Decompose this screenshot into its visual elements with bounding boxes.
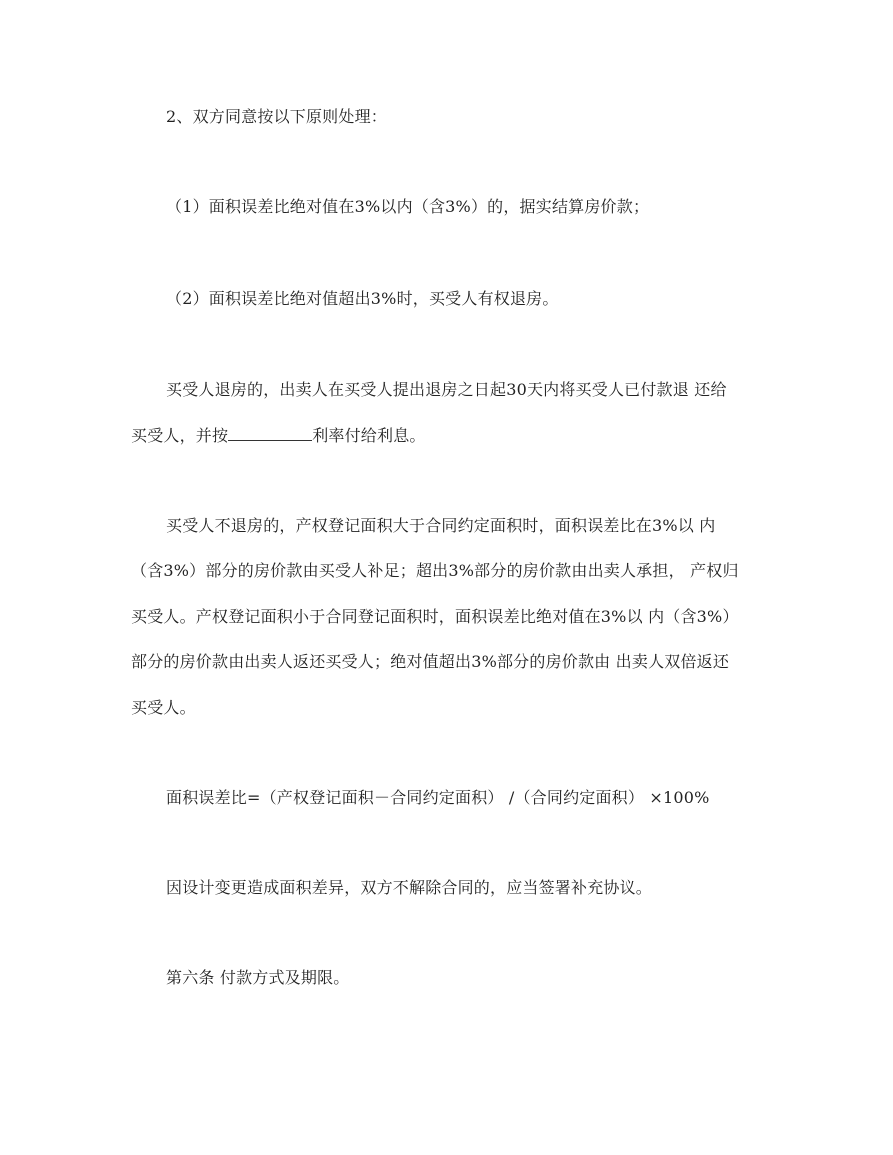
rule-1-text: （1）面积误差比绝对值在3%以内（含3%）的，据实结算房价款； — [166, 197, 650, 216]
no-refund-paragraph-line-2: （含3%）部分的房价款由买受人补足；超出3%部分的房价款由出卖人承担， 产权归 — [131, 561, 739, 580]
area-error-formula: 面积误差比=（产权登记面积－合同约定面积） /（合同约定面积） ×100% — [166, 788, 710, 807]
clause-2-heading: 2、双方同意按以下原则处理： — [166, 107, 387, 126]
rule-2-text: （2）面积误差比绝对值超出3%时，买受人有权退房。 — [166, 289, 559, 308]
refund-paragraph-line-2 — [131, 425, 426, 447]
design-change-paragraph: 因设计变更造成面积差异，双方不解除合同的，应当签署补充协议。 — [166, 878, 653, 897]
refund-paragraph-text-a: 买受人，并按 — [131, 426, 229, 445]
interest-rate-blank — [228, 426, 312, 441]
no-refund-paragraph-line-3: 买受人。产权登记面积小于合同登记面积时，面积误差比绝对值在3%以 内（含3%） — [131, 607, 739, 626]
refund-paragraph-text-b: 利率付给利息。 — [312, 426, 426, 445]
refund-paragraph-line-1: 买受人退房的，出卖人在买受人提出退房之日起30天内将买受人已付款退 还给 — [166, 380, 727, 399]
article-6-heading: 第六条 付款方式及期限。 — [166, 968, 350, 987]
no-refund-paragraph-line-5: 买受人。 — [131, 698, 196, 717]
no-refund-paragraph-line-1: 买受人不退房的，产权登记面积大于合同约定面积时，面积误差比在3%以 内 — [166, 516, 716, 535]
no-refund-paragraph-line-4: 部分的房价款由出卖人返还买受人；绝对值超出3%部分的房价款由 出卖人双倍返还 — [131, 652, 730, 671]
